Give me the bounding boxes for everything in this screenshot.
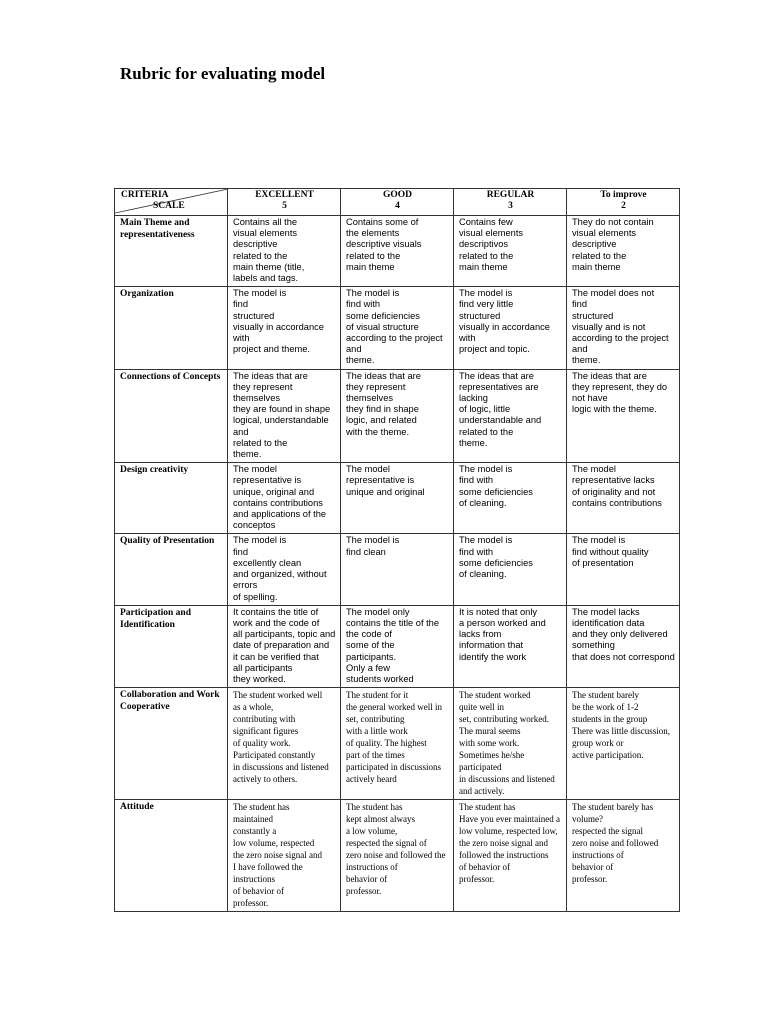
rubric-cell: It is noted that only a person worked and lacks from information that identify the work xyxy=(454,605,567,687)
rubric-cell: The model does not find structured visually and is not according to the project and theme. xyxy=(567,287,680,369)
rubric-cell: The ideas that are they represent themselves they are found in shape logical, understandable and related to the theme. xyxy=(228,369,341,463)
rubric-cell: The student worked quite well in set, contributing worked. The mural seems with some work. Sometimes he/she participated in discussions and listened and actively. xyxy=(454,688,567,800)
table-row xyxy=(115,287,680,369)
rubric-cell: The ideas that are they represent, they do not have logic with the theme. xyxy=(567,369,680,463)
rubric-cell: The model is find very little structured visually in accordance with project and topic. xyxy=(454,287,567,369)
table-row xyxy=(115,463,680,534)
rubric-cell: The student worked well as a whole, contributing with significant figures of quality work. Participated constantly in discussions and listened actively to others. xyxy=(228,688,341,800)
criterion-cell: Collaboration and Work Cooperative xyxy=(115,688,228,800)
column-label: REGULAR xyxy=(486,190,535,200)
rubric-cell: The student barely be the work of 1-2 students in the group There was little discussion, group work or active participation. xyxy=(567,688,680,800)
column-label: To improve xyxy=(600,190,647,200)
rubric-cell: The model is find without quality of presentation xyxy=(567,534,680,605)
criterion-cell: Main Theme and representativeness xyxy=(115,216,228,287)
header-row xyxy=(115,189,680,216)
rubric-cell: The ideas that are representatives are lacking of logic, little understandable and related to the theme. xyxy=(454,369,567,463)
column-header-good xyxy=(341,189,454,216)
criterion-cell: Design creativity xyxy=(115,463,228,534)
table-row xyxy=(115,605,680,687)
table-row xyxy=(115,688,680,800)
column-label: EXCELLENT xyxy=(255,190,314,200)
rubric-cell: The model representative is unique and original xyxy=(341,463,454,534)
rubric-cell: The model is find with some deficiencies of visual structure according to the project and theme. xyxy=(341,287,454,369)
rubric-cell: The model is find with some deficiencies of cleaning. xyxy=(454,534,567,605)
rubric-cell: The model lacks identification data and they only delivered something that does not correspond xyxy=(567,605,680,687)
rubric-cell: The student has kept almost always a low volume, respected the signal of zero noise and followed the instructions of behavior of professor. xyxy=(341,800,454,912)
criterion-cell: Attitude xyxy=(115,800,228,912)
criterion-cell: Participation and Identification xyxy=(115,605,228,687)
rubric-cell: The model representative lacks of originality and not contains contributions xyxy=(567,463,680,534)
criteria-scale-header xyxy=(115,189,228,216)
scale-label: SCALE xyxy=(153,201,185,211)
table-row xyxy=(115,216,680,287)
column-header-excellent xyxy=(228,189,341,216)
rubric-cell: The student barely has volume? respected the signal zero noise and followed instructions of behavior of professor. xyxy=(567,800,680,912)
rubric-cell: The model is find excellently clean and organized, without errors of spelling. xyxy=(228,534,341,605)
rubric-cell: Contains all the visual elements descriptive related to the main theme (title, labels and tags. xyxy=(228,216,341,287)
rubric-cell: The model is find with some deficiencies of cleaning. xyxy=(454,463,567,534)
table-row xyxy=(115,800,680,912)
table-row xyxy=(115,534,680,605)
rubric-cell: The student has maintained constantly a low volume, respected the zero noise signal and I have followed the instructions of behavior of professor. xyxy=(228,800,341,912)
criterion-cell: Connections of Concepts xyxy=(115,369,228,463)
rubric-cell: It contains the title of work and the code of all participants, topic and date of preparation and it can be verified that all participants they worked. xyxy=(228,605,341,687)
rubric-cell: Contains few visual elements descriptivos related to the main theme xyxy=(454,216,567,287)
page-title: Rubric for evaluating model xyxy=(120,64,326,83)
column-score: 5 xyxy=(282,201,287,211)
rubric-cell: The student has Have you ever maintained a low volume, respected low, the zero noise signal and followed the instructions of behavior of professor. xyxy=(454,800,567,912)
rubric-cell: The model only contains the title of the the code of some of the participants. Only a few students worked xyxy=(341,605,454,687)
rubric-cell: Contains some of the elements descriptive visuals related to the main theme xyxy=(341,216,454,287)
column-score: 3 xyxy=(508,201,513,211)
rubric-cell: The ideas that are they represent themselves they find in shape logic, and related with the theme. xyxy=(341,369,454,463)
column-header-regular xyxy=(454,189,567,216)
rubric-cell: The model is find clean xyxy=(341,534,454,605)
column-score: 2 xyxy=(621,201,626,211)
criterion-cell: Organization xyxy=(115,287,228,369)
criterion-cell: Quality of Presentation xyxy=(115,534,228,605)
rubric-cell: The student for it the general worked well in set, contributing with a little work of quality. The highest part of the times participated in discussions actively heard xyxy=(341,688,454,800)
column-score: 4 xyxy=(395,201,400,211)
column-header-to-improve xyxy=(567,189,680,216)
rubric-cell: They do not contain visual elements descriptive related to the main theme xyxy=(567,216,680,287)
rubric-cell: The model is find structured visually in accordance with project and theme. xyxy=(228,287,341,369)
table-row xyxy=(115,369,680,463)
rubric-cell: The model representative is unique, original and contains contributions and applications of the conceptos xyxy=(228,463,341,534)
column-label: GOOD xyxy=(382,190,413,200)
rubric-table xyxy=(114,188,680,912)
criteria-label: CRITERIA xyxy=(121,190,169,200)
